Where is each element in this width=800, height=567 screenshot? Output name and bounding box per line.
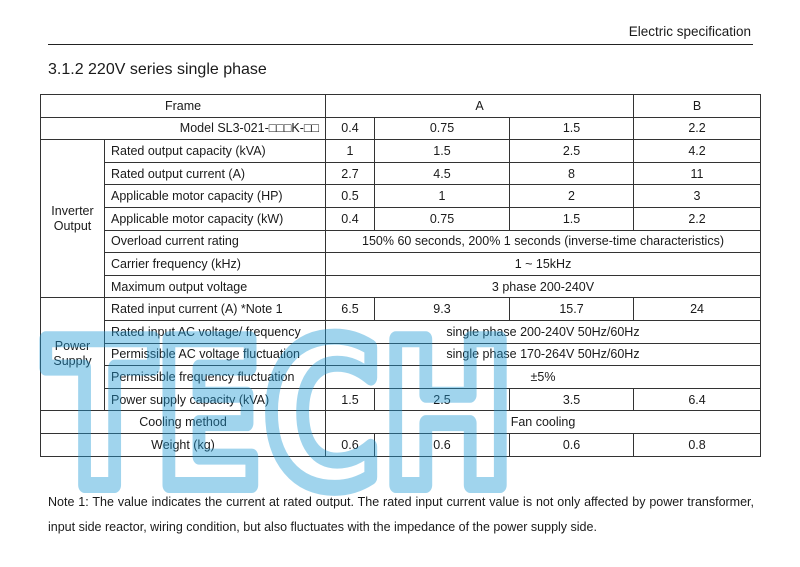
table-row-max-output-voltage [41, 275, 761, 298]
header-title: Electric specification [628, 24, 751, 39]
table-row-rated-output-capacity [41, 140, 761, 163]
table-row-motor-hp [41, 185, 761, 208]
row-label: Permissible AC voltage fluctuation [105, 343, 326, 366]
value-cell: 6.4 [634, 388, 761, 411]
table-row-model [41, 117, 761, 140]
table-row-weight [41, 433, 761, 456]
row-label: Rated input AC voltage/ frequency [105, 320, 326, 343]
value-cell: 15.7 [510, 298, 634, 321]
row-label: Applicable motor capacity (kW) [105, 207, 326, 230]
value-cell: 1.5 [510, 207, 634, 230]
value-cell: 4.5 [375, 162, 510, 185]
model-label: Model SL3-021-□□□K-□□ [41, 117, 326, 140]
value-cell: 1 [326, 140, 375, 163]
model-cell: 2.2 [634, 117, 761, 140]
frame-b-label: B [634, 95, 761, 118]
value-cell: 2.5 [375, 388, 510, 411]
row-label: Applicable motor capacity (HP) [105, 185, 326, 208]
row-label: Rated input current (A) *Note 1 [105, 298, 326, 321]
row-label: Rated output current (A) [105, 162, 326, 185]
table-row-carrier-frequency [41, 253, 761, 276]
table-row-rated-output-current [41, 162, 761, 185]
value-cell-merged: 3 phase 200-240V [326, 275, 761, 298]
value-cell-merged: ±5% [326, 366, 761, 389]
value-cell: 2 [510, 185, 634, 208]
table-row-frame [41, 95, 761, 118]
value-cell: 2.7 [326, 162, 375, 185]
value-cell: 8 [510, 162, 634, 185]
value-cell: 0.8 [634, 433, 761, 456]
value-cell-merged: Fan cooling [326, 411, 761, 434]
value-cell: 9.3 [375, 298, 510, 321]
model-cell: 1.5 [510, 117, 634, 140]
value-cell: 1 [375, 185, 510, 208]
table-row-voltage-fluctuation [41, 343, 761, 366]
value-cell-merged: single phase 170-264V 50Hz/60Hz [326, 343, 761, 366]
row-label: Weight (kg) [41, 433, 326, 456]
value-cell: 2.5 [510, 140, 634, 163]
page-header [48, 22, 753, 45]
value-cell: 24 [634, 298, 761, 321]
watermark-text: TECH [45, 300, 515, 510]
footnote: Note 1: The value indicates the current at rated output. The rated input current value is not only affected by power transformer, input side reactor, wiring condition, but also fluctuates with the impedance of the power supply side. [48, 495, 754, 534]
group-label-line: Supply [53, 354, 92, 369]
value-cell: 4.2 [634, 140, 761, 163]
value-cell-merged: single phase 200-240V 50Hz/60Hz [326, 320, 761, 343]
row-label: Power supply capacity (kVA) [105, 388, 326, 411]
value-cell: 0.6 [375, 433, 510, 456]
electric-spec-table [40, 94, 761, 457]
table-row-rated-input-voltage [41, 320, 761, 343]
value-cell: 0.6 [326, 433, 375, 456]
value-cell: 3 [634, 185, 761, 208]
table-row-frequency-fluctuation [41, 366, 761, 389]
value-cell: 1.5 [326, 388, 375, 411]
inverter-output-group-label [41, 140, 105, 298]
row-label: Cooling method [41, 411, 326, 434]
value-cell: 11 [634, 162, 761, 185]
table-row-rated-input-current [41, 298, 761, 321]
value-cell: 0.75 [375, 207, 510, 230]
group-label-line: Power [54, 339, 91, 354]
row-label: Maximum output voltage [105, 275, 326, 298]
section-title: 3.1.2 220V series single phase [48, 61, 267, 78]
value-cell: 1.5 [375, 140, 510, 163]
row-label: Carrier frequency (kHz) [105, 253, 326, 276]
value-cell: 0.6 [510, 433, 634, 456]
row-label: Permissible frequency fluctuation [105, 366, 326, 389]
value-cell: 6.5 [326, 298, 375, 321]
table-row-overload [41, 230, 761, 253]
model-cell: 0.4 [326, 117, 375, 140]
value-cell: 0.4 [326, 207, 375, 230]
table-row-supply-capacity [41, 388, 761, 411]
frame-label: Frame [41, 95, 326, 118]
group-label-line: Output [53, 218, 92, 233]
table-row-cooling [41, 411, 761, 434]
value-cell: 3.5 [510, 388, 634, 411]
group-label-line: Inverter [51, 203, 94, 218]
value-cell-merged: 150% 60 seconds, 200% 1 seconds (inverse-time characteristics) [326, 230, 761, 253]
table-row-motor-kw [41, 207, 761, 230]
value-cell: 0.5 [326, 185, 375, 208]
value-cell-merged: 1 ~ 15kHz [326, 253, 761, 276]
frame-a-label: A [326, 95, 634, 118]
row-label: Overload current rating [105, 230, 326, 253]
row-label: Rated output capacity (kVA) [105, 140, 326, 163]
value-cell: 2.2 [634, 207, 761, 230]
model-cell: 0.75 [375, 117, 510, 140]
power-supply-group-label [41, 298, 105, 411]
